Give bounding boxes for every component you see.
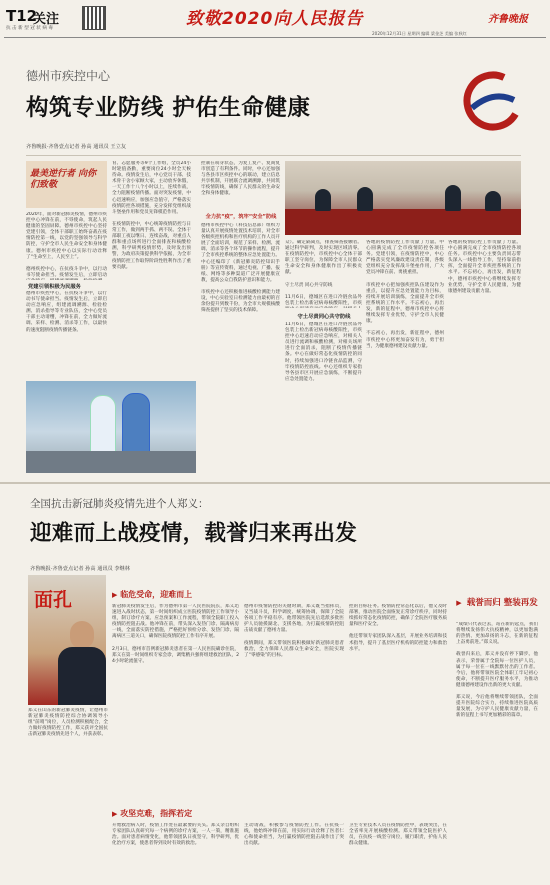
story1-col5b: 11月6日，德城区在进口冷链食品外包装上检出新冠病毒核酸阳性，市疾控中心迅速启动应急响应，对相关人员进行流调和核酸检测，对相关场所进行全面消杀，阻断了疫情传播链条。中心在做好常态化疫情防控的同时，持续加强进口冷链食品监测，守牢疫情防控底线。中心还组织专家指导各县市区开展应急演练，不断提升应急处置能力。 xyxy=(285,322,362,382)
qr-code-icon xyxy=(82,6,106,30)
person-body xyxy=(58,647,106,705)
story1-col2: 育、志愿服务等9个工作组，全员24小时轮值备勤，重要岗位24小时全天候待命。疫情发生后，中心党员干部、技术骨干舍小家顾大家，主动放弃休假，一天工作十八个小时以上，连续作战，全力阻断疫情传播。面对突发疫情，中心迅速响应，加强应急值守，严格落实疫情防控各项措施，充分发挥党组织战斗堡垒作用和党员先锋模范作用。 在疫情防控中，中心统筹疫情防控与日常工作，做到两手抓、两不误。全体干部职工夜以继日、连续奋战，对重点人群和重点场所进行全面排查和核酸检测，科学研判疫情形势，及时发出预警，为政府决策提供科学依据，为全市疫情防控工作取得阶段性胜利作出了重要贡献。 xyxy=(112,161,191,270)
story1-headline: 构筑专业防线 护佑生命健康 xyxy=(26,95,311,121)
date-line: 2020年12月31日 星期四 编辑 梁金芝 美编 张秋红 xyxy=(372,31,467,36)
story1-col1b: 德州市疾控中心，在抗疫斗争中，以行动书写使命担当。疫情发生后，立即启动应急响应，组建流调溯源、检验检测、消杀指导等专业队伍，全中心党员干部主动请缨，冲锋在前，全力做好流调、采样、检测、消杀等工作，以最快的速度阻断疫情传播链条。 xyxy=(26,291,107,333)
story2-kicker: 全国抗击新冠肺炎疫情先进个人郑义： xyxy=(30,498,209,510)
triangle-icon: ▶ xyxy=(456,599,462,607)
story1-kicker: 德州市疾控中心 xyxy=(26,69,111,83)
person-figure xyxy=(485,191,501,211)
story2-portrait xyxy=(28,575,106,705)
face-title: 面孔 xyxy=(34,589,73,611)
story1-meeting-photo xyxy=(285,161,521,235)
person-figure xyxy=(445,185,461,211)
section-divider xyxy=(0,482,550,484)
banner-title: 致敬2020向人民报告 xyxy=(186,9,364,29)
masthead xyxy=(0,0,550,38)
story1-col5: 众）。确定隔离点，排查筛查接触者。通过科学研判，及时实现区域清零。在疫情防控中，市疾控中心全体干部职工坚守岗位，为保障全市人民群众生命安全和身体健康作出了积极贡献。 守土尽责 同心共守防线 11月6日，德城区在进口冷链食品外包装上检出新冠病毒核酸阳性，市疾 xyxy=(285,240,362,306)
story2-byline: 齐鲁晚报·齐鲁壹点记者 孙高 通讯员 李继林 xyxy=(30,566,130,572)
story1-col6: 各地的疫情防控工作贡献了力量。中心圆满完成了全市疫情防控各项任务。党建引领，在疫情防控中，中心严格落实党风廉政建设责任制，各级党组织充分发挥战斗堡垒作用，广大党员冲锋在前、勇挑重担。 市疾控中心把加强疾控队伍建设作为重点，以提升应急处置能力为目标，持续开展培训演练，全面提升全市疾控系统的工作水平。不忘初心，再出发，新的征程中，德州市疾控中心将继续发挥专业优势，守护全市人民健康。 不忘初心，再出发，新征程中，德州市疾控中心将更加奋发有为，勇于担当，为健康德州建设贡献力量。 xyxy=(366,240,444,349)
page-number: T12 xyxy=(6,7,38,25)
story1-rule xyxy=(26,155,521,156)
meeting-table xyxy=(285,209,521,235)
triangle-icon: ▶ xyxy=(112,810,118,818)
section-name: 关注 xyxy=(33,12,60,27)
story1-col1: 2020年，面对新冠肺炎疫情，德州市疾控中心冲锋在前，不辱使命，筑起人民健康的坚固屏障。德州市疾控中心坚持党建引领，全体干部职工始终奋战在疫情防控第一线，以党的坚强领导与科学防控，守护全市人民生命安全和身体健康。德州市疾控中心以实际行动诠释了“生命至上，人民至上”。 德州疾控中心，在抗疫斗争中，以行动书写使命担当。疫情发生后，立即启动 xyxy=(26,212,107,278)
cdc-logo-icon xyxy=(462,70,524,132)
story1-photo xyxy=(26,161,107,208)
story2-col3b: 主动请战，积极参与疫情防控工作。在抗疫一线，他始终冲锋在前，用实际行动诠释了医者仁心和使命担当，为打赢疫情防控阻击战作出了突出贡献。 xyxy=(244,823,344,847)
story2-col4b: 卫生专业技术人员在疫情防控中，表现突出，在全省率先开展核酸检测。郑义带领全院医护人员，在抗疫一线坚守岗位，履行职责，护佑人民群众健康。 xyxy=(349,823,447,847)
masthead-rule xyxy=(4,37,546,38)
story2-headline: 迎难而上战疫情，载誉归来再出发 xyxy=(30,521,358,546)
story1-sub2: 全力抗“疫”，筑牢“安全”防线 xyxy=(205,214,277,220)
story2-caption: 郑义在山东的新冠肺炎疫情，让德州市新冠肺炎疫情防控综合协调领导小组“前哨”岗位，人员检测积极配合，全力做好疫情防控工作，郑义获评全国抗击新冠肺炎疫情先进个人，并获表彰。 xyxy=(28,708,108,738)
story1-col4: 德州市疾控中心（科技信息部）组织力量认真开展疫情处置技术培训，对全市各级疾控机构和医疗机构的工作人员开展了全面培训，规范了采样、检测、流调、消杀等各个环节的操作流程，提升了全市疾控系统的整体应急处置能力。中心还编印了《新冠肺炎防控知识手册》等宣传资料，通过电视、广播、报纸、网络等多种渠道广泛开展健康宣教，提高公众自我防护意识和能力。 市疾控中心还积极推进核酸检测能力建设，中心实验室日检测能力由最初的百余份提升到数千份，为全市大规模核酸筛查提供了坚实的技术保障。 xyxy=(201,223,280,314)
story2-sub1-label: 临危受命，迎难而上 xyxy=(120,590,193,599)
story2-sub2-label: 攻坚克难，指挥若定 xyxy=(120,809,193,818)
story2-col2: 新冠肺炎疫情发生后，作为德州市第一人民医院院长，郑义迅速进入战时状态，第一时间组织成立医院疫情防控工作领导小组，制订诊疗方案、应急预案和工作流程，带领全院职工投入疫情防控阻击战。他冲锋在前，带头深入发热门诊、隔离病房一线，全面落实防控措施，严格把好预检分诊、发热门诊、隔离病区三道关口，确保医院疫情防控工作有序开展。 2月3日，德州市首例新冠肺炎患者在第一人民医院确诊住院，郑义在第一时间组织专家会诊，调集精兵强将组建救治团队，24小时轮流值守。 xyxy=(112,604,239,664)
story1-lab-photo xyxy=(26,381,196,473)
story1-sub3: 守土尽责同心共守防线 xyxy=(297,314,351,320)
section-subtitle: 抗 击 新 型 冠 状 病 毒 xyxy=(6,26,53,31)
photo-banner-text: 最美逆行者 向你们致敬 xyxy=(30,169,97,190)
story2-col4: 控的目标任务。疫情防控常态化以后，他又及时部署，推动医院全面恢复正常诊疗秩序，同时持续抓好常态化疫情防控，确保了全院医疗服务质量和医疗安全。 他还带领专家团队深入基层，开展业务培训和技术指导，提升了基层医疗机构的防控能力和救治水平。 xyxy=(349,604,447,652)
story2-side-title xyxy=(456,590,538,610)
story2-col3: 德州市疫情防控的关键时期，郑义既当指挥员，又当战斗员，科学调度、统筹协调，保障了全院各项工作平稳有序。他带领医院先后选派多批医护人员驰援湖北、支援各地，为打赢疫情防控阻击战贡献了德州力量。 疫情期间，郑义带领医院积极做好新冠肺炎患者救治，全力保障人民群众生命安全，医院实现了“零感染”的目标。 xyxy=(244,604,344,658)
story1-col7: 各地的疫情防控工作贡献了力量。中心圆满完成了全市疫情防控各项任务。市疾控中心主要负责同志带头深入一线指导工作，坚持靠前指挥，全面提升全市疾控系统的工作水平。不忘初心，再出发，新征程中，德州市疾控中心将继续发挥专业优势，守护全市人民健康，为健康德州建设贡献力量。 xyxy=(448,240,521,294)
person-head xyxy=(70,621,94,649)
story1-col3: 控制在萌芽状态，为复工复产、复商复市创造了有利条件。同时，中心还加强与各县市区疾控中心的联动，建立信息共享机制，开展联合流调溯源，共同筑牢疫情防线，确保了人民群众的生命安全和身体健康。 xyxy=(201,161,280,197)
person-figure xyxy=(357,187,373,211)
story2-sub1 xyxy=(112,589,282,600)
story2-col2b: 开始救治病人时，疫情工作处在最紧要的关头。郑义亲自组织专家团队认真研究每一个病例的诊疗方案，一人一策，精准施治。面对患者病情变化，他带领团队日夜坚守，科学研判，优化治疗方案，使患者得到及时有效的救治。 xyxy=(112,823,239,847)
person-figure xyxy=(315,189,331,211)
story2-sub2 xyxy=(112,808,312,819)
story2-side-col: “成绩只代表过去，站在新的起点，我们将继续发扬伟大抗疫精神，以更加饱满的热情、更加昂扬的斗志，在新的征程上奋勇前进。”郑义说。 载誉归来后，郑义并没有停下脚步。他表示，荣誉属于全院每一位医护人员，属于每一位在一线默默付出的工作者。今后，他将带领医院全体职工牢记初心使命，不断提升医疗服务水平，为推动健康德州建设作出新的更大贡献。 郑义说，今后他将继续带领团队，全面提升医院综合实力，持续推进医院高质量发展，为守护人民健康贡献力量，在新的征程上书写更加精彩的篇章。 xyxy=(456,622,538,719)
lab-bench xyxy=(26,451,196,473)
story1-byline: 齐鲁晚报·齐鲁壹点记者 孙高 通讯员 王立友 xyxy=(26,144,126,150)
paper-name: 齐鲁晚报 xyxy=(488,14,528,25)
side-title-text: 载誉而归 整装再发 xyxy=(466,598,538,608)
story1-lead-heading: 党建引领积极为民服务 xyxy=(28,284,81,290)
triangle-icon: ▶ xyxy=(112,591,118,599)
